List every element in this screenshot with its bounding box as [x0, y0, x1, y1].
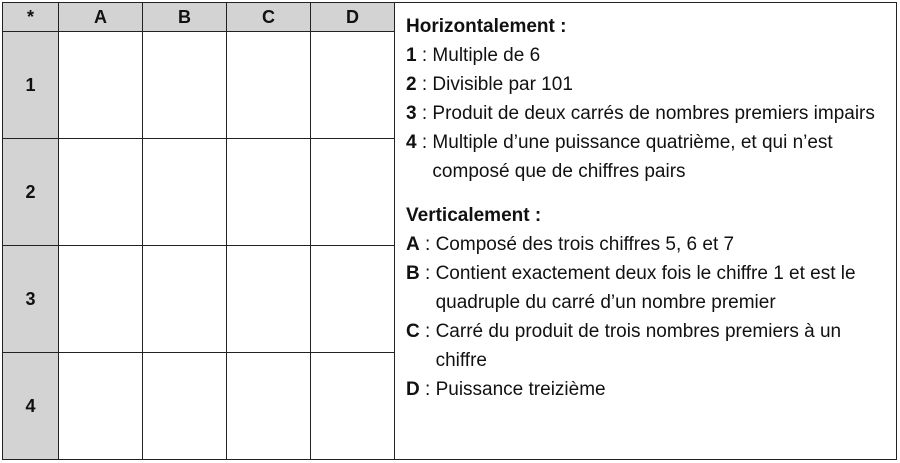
clue-text: Produit de deux carrés de nombres premiers impairs: [432, 103, 875, 124]
column-header-d: D: [311, 3, 395, 32]
vertical-heading: Verticalement :: [406, 205, 542, 226]
grid-cell-3d[interactable]: [311, 246, 395, 353]
clue-separator: :: [416, 74, 433, 95]
column-header-c: C: [227, 3, 311, 32]
clue-separator: :: [419, 321, 436, 342]
clue-number: 2: [406, 74, 417, 95]
clue-separator: :: [419, 234, 436, 255]
clue-separator: :: [416, 103, 433, 124]
clue-text: Multiple de 6: [432, 45, 541, 66]
grid-corner: *: [3, 3, 59, 32]
grid-row-4: [3, 353, 395, 460]
section-spacer: [406, 186, 892, 201]
vertical-clue-a: [406, 230, 892, 259]
horizontal-heading: Horizontalement :: [406, 16, 567, 37]
clue-text: Contient exactement deux fois le chiffre 1 et est le quadruple du carré d’un nombre premier: [435, 263, 856, 313]
clue-number: 1: [406, 45, 417, 66]
vertical-clue-b: [406, 259, 892, 317]
grid-cell-2d[interactable]: [311, 139, 395, 246]
row-header-1: 1: [3, 32, 59, 139]
grid-row-3: [3, 246, 395, 353]
row-header-2: 2: [3, 139, 59, 246]
clue-text: Divisible par 101: [432, 74, 573, 95]
grid-cell-3a[interactable]: [59, 246, 143, 353]
clue-separator: :: [419, 379, 436, 400]
crossnumber-grid: [2, 2, 395, 460]
horizontal-clue-1: [406, 41, 892, 70]
clue-number: 4: [406, 132, 417, 153]
row-header-4: 4: [3, 353, 59, 460]
clue-text: Puissance treizième: [435, 379, 606, 400]
clue-number: D: [406, 379, 420, 400]
grid-cell-1a[interactable]: [59, 32, 143, 139]
horizontal-clue-3: [406, 99, 892, 128]
column-header-b: B: [143, 3, 227, 32]
row-header-3: 3: [3, 246, 59, 353]
grid-cell-4d[interactable]: [311, 353, 395, 460]
horizontal-clue-2: [406, 70, 892, 99]
grid-row-1: [3, 32, 395, 139]
grid-cell-3c[interactable]: [227, 246, 311, 353]
clue-separator: :: [416, 132, 433, 153]
grid-cell-4b[interactable]: [143, 353, 227, 460]
grid-cell-1d[interactable]: [311, 32, 395, 139]
grid-cell-2b[interactable]: [143, 139, 227, 246]
grid-row-2: [3, 139, 395, 246]
grid-cell-2c[interactable]: [227, 139, 311, 246]
clue-separator: :: [416, 45, 433, 66]
clue-number: 3: [406, 103, 417, 124]
grid-cell-1c[interactable]: [227, 32, 311, 139]
clue-number: C: [406, 321, 420, 342]
clue-text: Multiple d’une puissance quatrième, et qui n’est composé que de chiffres pairs: [432, 132, 833, 182]
clues-panel: [406, 12, 892, 404]
clue-number: B: [406, 263, 420, 284]
clue-separator: :: [419, 263, 436, 284]
grid-cell-1b[interactable]: [143, 32, 227, 139]
column-header-a: A: [59, 3, 143, 32]
clue-text: Carré du produit de trois nombres premiers à un chiffre: [435, 321, 842, 371]
clue-number: A: [406, 234, 420, 255]
horizontal-clue-4: [406, 128, 892, 186]
grid-cell-4c[interactable]: [227, 353, 311, 460]
vertical-clue-d: [406, 375, 892, 404]
grid-cell-2a[interactable]: [59, 139, 143, 246]
grid-header-row: [3, 3, 395, 32]
clue-text: Composé des trois chiffres 5, 6 et 7: [435, 234, 735, 255]
vertical-clue-c: [406, 317, 892, 375]
grid-cell-4a[interactable]: [59, 353, 143, 460]
grid-cell-3b[interactable]: [143, 246, 227, 353]
